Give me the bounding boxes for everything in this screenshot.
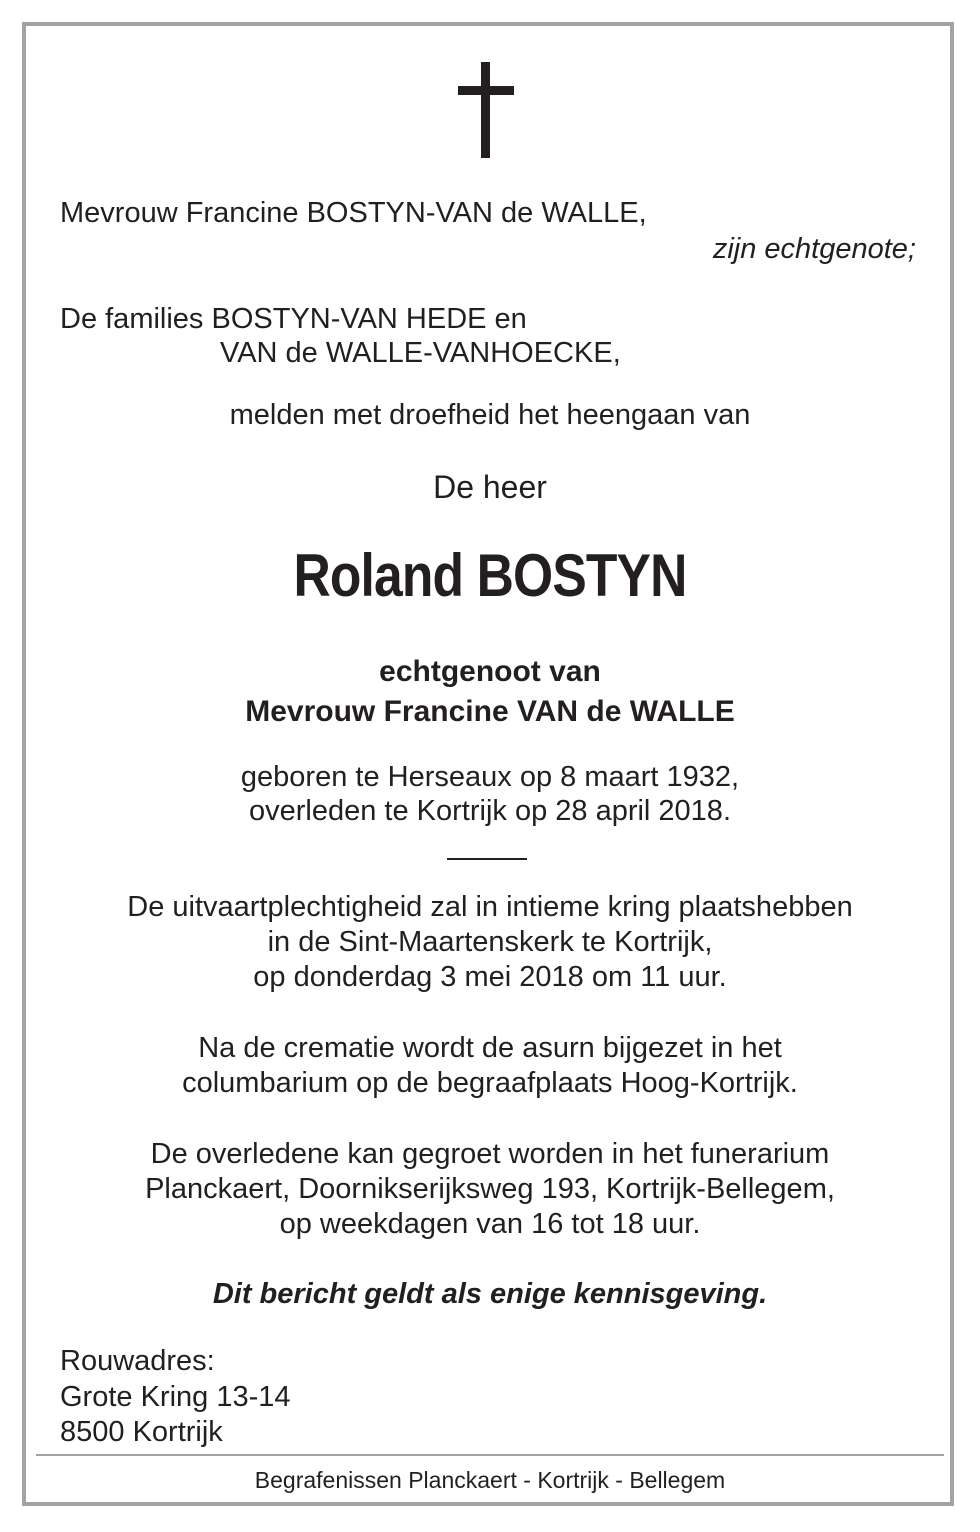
visit-line-3: op weekdagen van 16 tot 18 uur. <box>279 1208 701 1240</box>
footer-text: Begrafenissen Planckaert - Kortrijk - Bellegem <box>254 1467 726 1493</box>
address-label: Rouwadres: <box>60 1345 215 1377</box>
families-line-2: VAN de WALLE-VANHOECKE, <box>220 337 621 369</box>
notice-only-line: Dit bericht geldt als enige kennisgeving. <box>212 1278 768 1310</box>
announce-line: melden met droefheid het heengaan van <box>229 399 751 431</box>
separator-rule <box>447 858 527 860</box>
deceased-name: Roland BOSTYN <box>293 542 687 609</box>
wife-line: Mevrouw Francine BOSTYN-VAN de WALLE, <box>60 197 647 229</box>
visit-line-2: Planckaert, Doornikserijksweg 193, Kortrijk-Bellegem, <box>145 1173 835 1205</box>
spouse-line-2: Mevrouw Francine VAN de WALLE <box>245 695 735 728</box>
cross-icon <box>458 62 514 158</box>
ceremony-line-3: op donderdag 3 mei 2018 om 11 uur. <box>253 961 727 993</box>
ceremony-line-2: in de Sint-Maartenskerk te Kortrijk, <box>267 926 713 958</box>
ceremony-line-1: De uitvaartplechtigheid zal in intieme kring plaatshebben <box>127 891 853 923</box>
address-street: Grote Kring 13-14 <box>60 1381 291 1413</box>
visit-line-1: De overledene kan gegroet worden in het funerarium <box>150 1138 830 1170</box>
cremation-line-2: columbarium op de begraafplaats Hoog-Kortrijk. <box>182 1067 798 1099</box>
address-city: 8500 Kortrijk <box>60 1416 223 1448</box>
wife-role: zijn echtgenote; <box>712 233 916 265</box>
footer-rule <box>36 1454 944 1456</box>
cremation-line-1: Na de crematie wordt de asurn bijgezet in het <box>198 1032 782 1064</box>
born-line: geboren te Herseaux op 8 maart 1932, <box>240 761 740 793</box>
deceased-title: De heer <box>433 469 547 505</box>
families-line-1: De families BOSTYN-VAN HEDE en <box>60 303 527 335</box>
spouse-line-1: echtgenoot van <box>379 655 601 688</box>
died-line: overleden te Kortrijk op 28 april 2018. <box>248 795 731 827</box>
